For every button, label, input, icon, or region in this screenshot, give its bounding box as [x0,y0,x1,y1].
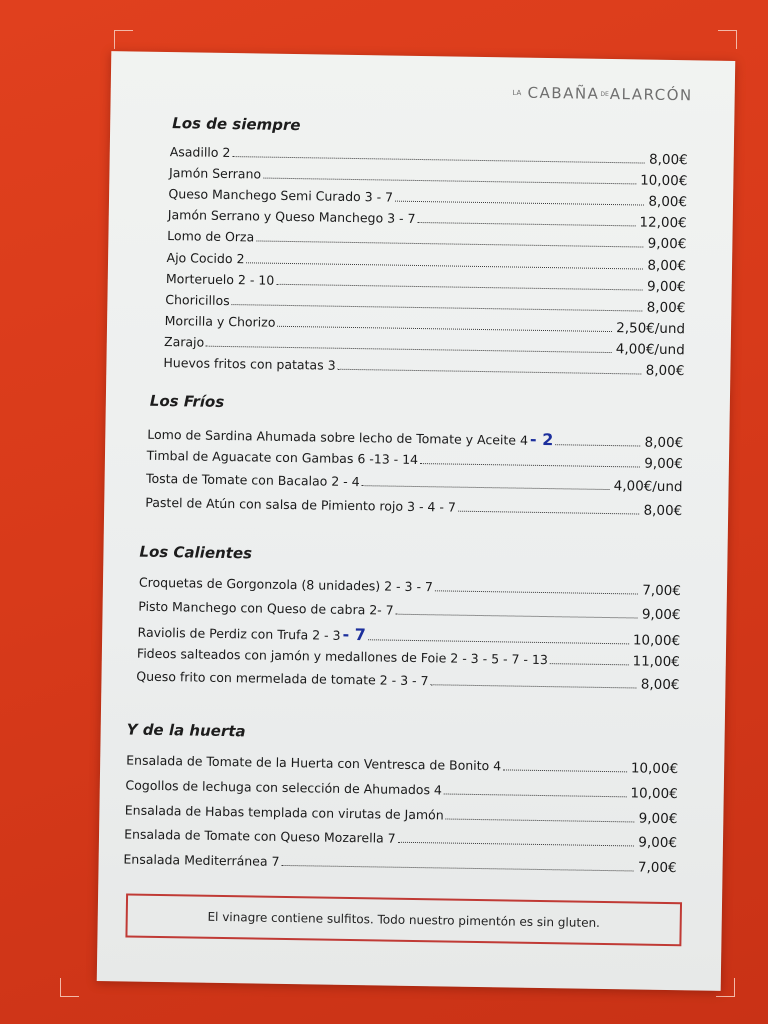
dot-leader [232,156,645,163]
menu-item-price: 8,00€ [640,676,680,694]
menu-item-name: Jamón Serrano [169,165,262,182]
menu-item-price: 10,00€ [632,632,681,650]
section-title: Los Calientes [139,542,253,563]
brand-cabana: CABAÑA [527,83,600,103]
menu-item-price: 8,00€ [647,257,687,274]
menu-item [139,575,681,600]
handwritten-annotation: - 2 [529,429,554,450]
allergen-note-box [125,893,682,946]
menu-item-name: Ensalada Mediterránea 7 [123,851,280,870]
menu-item-price: 10,00€ [630,760,679,778]
brand-alarcon: ALARCÓN [609,84,693,105]
dot-leader [232,304,643,311]
section-title: Los de siempre [172,114,301,135]
dot-leader [256,241,644,248]
menu-item [169,165,687,189]
menu-item-name: Raviolis de Perdiz con Trufa 2 - 3 [137,624,341,643]
menu-item-price: 4,00€/und [615,341,685,359]
menu-item-price: 9,00€ [646,278,686,295]
menu-item-name: Lomo de Orza [167,228,255,245]
dot-leader [435,590,638,594]
menu-item-price: 9,00€ [638,834,678,852]
menu-item [166,250,686,274]
dot-leader [420,463,640,467]
menu-item-name: Cogollos de lechuga con selección de Ahumados 4 [125,777,443,798]
menu-item-name: Lomo de Sardina Ahumada sobre lecho de Tomate y Aceite 4 [147,426,529,448]
menu-item-name: Ajo Cocido 2 [166,249,245,266]
dot-leader [458,510,640,514]
dot-leader [446,818,635,822]
dot-leader [206,346,612,353]
brand-logo [512,83,693,104]
menu-item-name: Croquetas de Gorgonzola (8 unidades) 2 - 3 - 7 [138,574,434,595]
menu-item-name: Queso Manchego Semi Curado 3 - 7 [168,186,394,205]
menu-item-price: 8,00€ [648,151,688,169]
menu-item-price: 7,00€ [637,859,677,877]
section-title: Los Fríos [149,391,225,411]
crop-mark-top-right [718,30,737,49]
menu-item [147,424,683,451]
crop-mark-bottom-left [60,978,79,997]
dot-leader [396,613,638,618]
dot-leader [398,842,635,847]
menu-item [166,271,686,295]
menu-item-name: Choricillos [165,291,230,308]
dot-leader [503,769,627,772]
menu-item [168,186,687,210]
menu-item [138,598,680,623]
menu-item-name: Ensalada de Habas templada con virutas de Jamón [124,802,444,823]
menu-item [145,494,682,518]
menu-item-price: 8,00€ [645,362,685,380]
menu-item [137,645,680,670]
menu-item-name: Timbal de Aguacate con Gambas 6 -13 - 14 [146,447,419,467]
handwritten-annotation: - 7 [342,624,367,645]
menu-item [125,802,678,827]
menu-item-name: Pisto Manchego con Queso de cabra 2- 7 [138,598,394,618]
menu-item [167,228,686,252]
menu-item [146,471,683,495]
menu-item [163,355,684,379]
menu-sheet [97,51,736,991]
menu-item-name: Ensalada de Tomate de la Huerta con Ventresca de Bonito 4 [126,752,502,774]
dot-leader [555,444,640,446]
menu-item-price: 8,00€ [643,502,683,519]
menu-item-name: Asadillo 2 [169,144,231,161]
menu-item-price: 10,00€ [639,172,688,190]
menu-item-name: Morcilla y Chorizo [164,312,276,330]
dot-leader [368,639,629,644]
menu-item-price: 9,00€ [644,455,684,472]
menu-item [137,622,680,650]
dot-leader [395,201,644,206]
menu-item-name: Pastel de Atún con salsa de Pimiento rojo 3 - 4 - 7 [145,494,456,515]
menu-item-price: 9,00€ [647,235,687,253]
menu-item [136,669,679,694]
menu-item [124,827,677,852]
menu-item-name: Queso frito con mermelada de tomate 2 - 3 - 7 [136,668,429,689]
menu-item-name: Huevos fritos con patatas 3 [163,355,336,373]
menu-item-name: Fideos salteados con jamón y medallones de Foie 2 - 3 - 5 - 7 - 13 [136,645,549,667]
menu-item-price: 11,00€ [632,652,680,670]
menu-item-price: 8,00€ [648,193,688,211]
menu-item-price: 9,00€ [638,810,678,827]
menu-item-name: Ensalada de Tomate con Queso Mozarella 7 [124,826,396,847]
menu-item-price: 8,00€ [646,299,686,316]
menu-item-name: Tosta de Tomate con Bacalao 2 - 4 [145,470,360,490]
menu-item-price: 8,00€ [644,434,684,452]
dot-leader [417,222,635,226]
menu-item-name: Jamón Serrano y Queso Manchego 3 - 7 [167,207,416,227]
menu-item [123,852,676,877]
menu-item [165,313,686,337]
dot-leader [338,369,642,375]
menu-item [168,207,687,231]
brand-la: LA [512,88,522,98]
menu-item [147,447,683,471]
menu-item [165,292,685,316]
menu-item-price: 7,00€ [642,582,682,600]
menu-item [164,334,685,358]
crop-mark-top-left [114,30,133,49]
menu-item-price: 10,00€ [630,785,678,802]
dot-leader [550,663,629,665]
dot-leader [277,326,612,332]
dot-leader [276,283,643,290]
dot-leader [362,485,610,490]
dot-leader [444,793,627,797]
menu-item-price: 4,00€/und [613,478,683,496]
brand-de: DE [600,90,609,98]
menu-item-name: Zarajo [163,333,205,350]
dot-leader [263,178,636,185]
menu-item [126,752,678,777]
dot-leader [430,684,636,688]
dot-leader [281,865,633,872]
allergen-note: El vinagre contiene sulfitos. Todo nuestro pimentón es sin gluten. [207,909,601,930]
menu-item-price: 12,00€ [639,214,687,232]
menu-item-price: 2,50€/und [616,319,686,337]
section-title: Y de la huerta [126,720,246,741]
menu-item-name: Morteruelo 2 - 10 [165,270,275,288]
menu-item [125,777,677,802]
menu-item [170,144,688,168]
dot-leader [246,262,643,269]
menu-item-price: 9,00€ [641,606,681,623]
